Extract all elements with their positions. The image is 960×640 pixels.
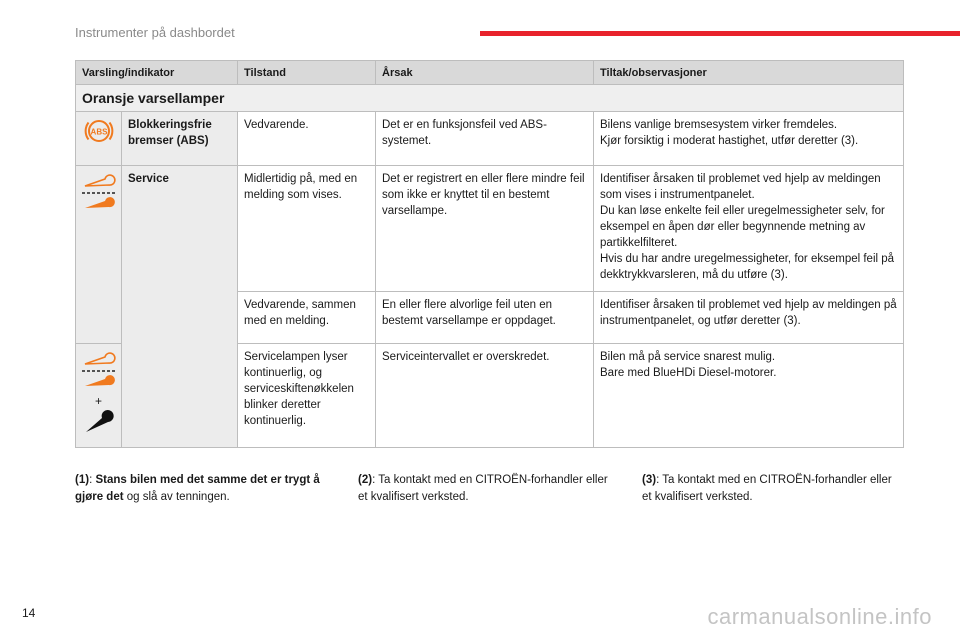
svg-text:ABS: ABS <box>90 127 107 137</box>
footnote-1: (1): Stans bilen med det samme det er trygt å gjøre det og slå av tenningen. <box>75 474 320 503</box>
footnote-ref: (2) <box>358 474 373 486</box>
state-cell: Servicelampen lyser kontinuerlig, og serviceskiftenøkkelen blinker deretter kontinuerlig. <box>238 344 376 448</box>
action-cell: Identifiser årsaken til problemet ved hjelp av meldingen på instrumentpanelet, og utfør deretter (3). <box>594 292 904 344</box>
col-header-indicator: Varsling/indikator <box>76 61 238 85</box>
footnote-text: og slå av tenningen. <box>123 491 230 503</box>
icon-cell <box>76 112 122 166</box>
section-row <box>76 85 904 112</box>
service-wrench-icon <box>79 170 119 214</box>
footnote-text: : Ta kontakt med en CITROËN-forhandler eller et kvalifisert verksted. <box>358 474 608 503</box>
action-cell: Bilens vanlige bremsesystem virker fremdeles. Kjør forsiktig i moderat hastighet, utfør deretter (3). <box>594 112 904 166</box>
indicator-name: Blokkeringsfrie bremser (ABS) <box>122 112 238 166</box>
indicator-name: Service <box>122 166 238 448</box>
footnote-3 <box>642 472 904 506</box>
section-title: Oransje varsellamper <box>76 85 904 112</box>
state-cell: Vedvarende, sammen med en melding. <box>238 292 376 344</box>
plus-sign: + <box>94 394 102 408</box>
action-cell: Bilen må på service snarest mulig. Bare med BlueHDi Diesel-motorer. <box>594 344 904 448</box>
header-accent-bar <box>480 31 960 36</box>
action-cell: Identifiser årsaken til problemet ved hjelp av meldingen som vises i instrumentpanelet. Du kan løse enkelte feil eller uregelmessigheter selv, for eksempel en åpen dør eller begynnende metning av partikkelfilteret. Hvis du har andre uregelmessigheter, for eksempel feil på dekktrykkvarsleren, må du utføre (3). <box>594 166 904 292</box>
col-header-cause: Årsak <box>376 61 594 85</box>
col-header-state: Tilstand <box>238 61 376 85</box>
watermark: carmanualsonline.info <box>707 604 932 629</box>
footnote-bold-text: Stans bilen med det samme det er trygt å gjøre det <box>75 474 320 503</box>
footnote-ref: (3) <box>642 474 657 486</box>
cause-cell: Det er registrert en eller flere mindre feil som ikke er knyttet til en bestemt varsellampe. <box>376 166 594 292</box>
cause-cell: Serviceintervallet er overskredet. <box>376 344 594 448</box>
footnote-text: : Ta kontakt med en CITROËN-forhandler eller et kvalifisert verksted. <box>642 474 892 503</box>
table-row <box>76 112 904 166</box>
cause-cell: En eller flere alvorlige feil uten en bestemt varsellampe er oppdaget. <box>376 292 594 344</box>
wrench-icon <box>82 408 116 436</box>
footnote-2 <box>358 472 620 506</box>
cause-cell: Det er en funksjonsfeil ved ABS-systemet. <box>376 112 594 166</box>
page-header-title: Instrumenter på dashbordet <box>75 25 235 40</box>
service-wrench-icon <box>79 348 119 392</box>
col-header-action: Tiltak/observasjoner <box>594 61 904 85</box>
state-cell: Vedvarende. <box>238 112 376 166</box>
state-cell: Midlertidig på, med en melding som vises. <box>238 166 376 292</box>
footnote-ref: (1) <box>75 474 90 486</box>
icon-cell <box>76 344 122 448</box>
table-row <box>76 166 904 292</box>
icon-cell <box>76 166 122 344</box>
abs-warning-icon <box>82 116 116 146</box>
page-number: 14 <box>22 606 36 620</box>
warning-lamps-table <box>75 60 904 448</box>
table-header-row <box>76 61 904 85</box>
